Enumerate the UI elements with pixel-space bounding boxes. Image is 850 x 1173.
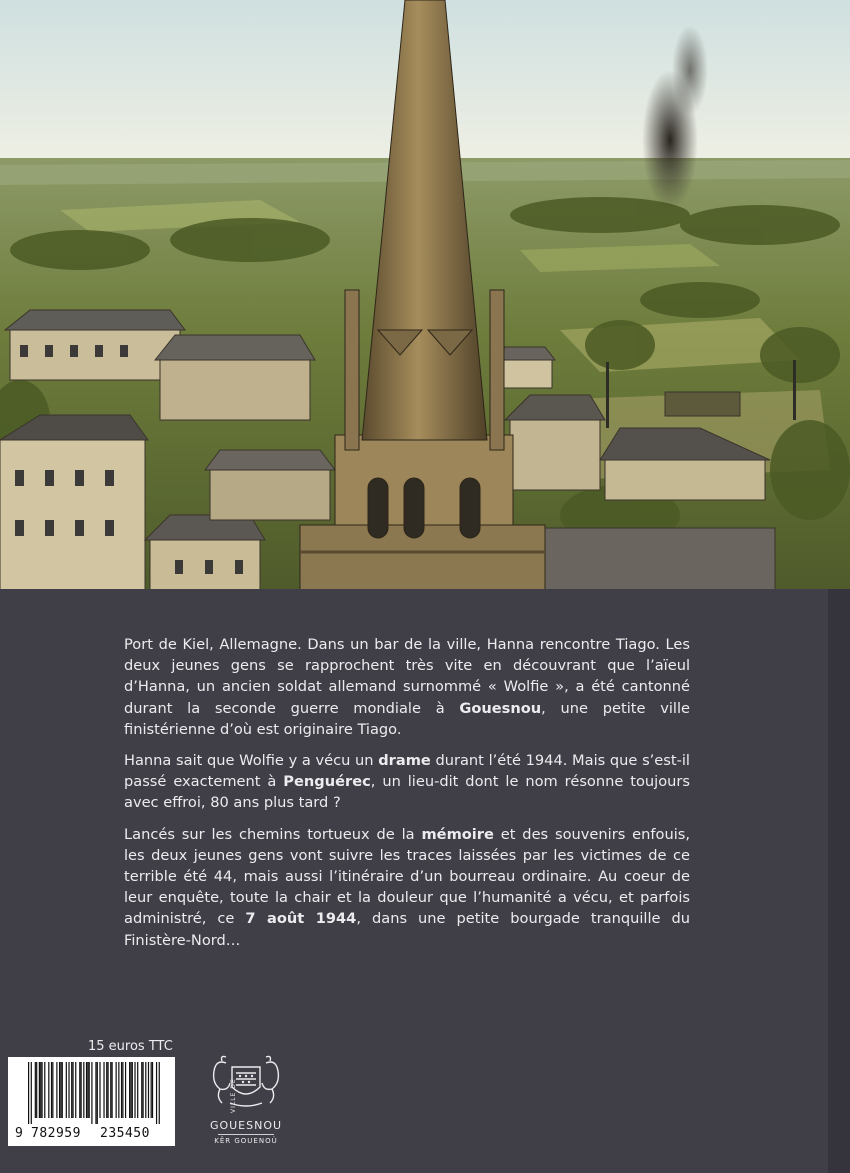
barcode-group-a: 782959 (31, 1126, 81, 1141)
barcode (8, 1057, 175, 1146)
barcode-lead-digit: 9 (15, 1126, 23, 1141)
synopsis (124, 634, 690, 961)
logo-divider (218, 1134, 274, 1135)
price-label: 15 euros TTC (88, 1039, 173, 1054)
barcode-icon (28, 1062, 160, 1124)
barcode-group-b: 235450 (100, 1126, 150, 1141)
town-logo (200, 1053, 292, 1158)
gouesnou-coat-of-arms-icon (206, 1053, 286, 1111)
synopsis-paragraph-3: Lancés sur les chemins tortueux de la mémoire et des souvenirs enfouis, les deux jeunes gens vont suivre les traces laissées par les victimes de ce terrible été 44, mais aussi l’itinéraire d’un bourreau ordinaire. Au coeur de leur enquête, toute la chair et la douleur que l’humanité a vécu, et parfois administré, ce 7 août 1944, dans une petite bourgade tranquille du Finistère-Nord… (124, 825, 690, 949)
logo-town-name: GOUESNOU (209, 1119, 283, 1132)
logo-breton-name: KÊR GOUENOÙ (214, 1137, 278, 1145)
synopsis-paragraph-1: Port de Kiel, Allemagne. Dans un bar de la ville, Hanna rencontre Tiago. Les deux jeunes gens se rapprochent très vite en découvrant que l’aïeul d’Hanna, un ancien soldat allemand surnommé « Wolfie », a été cantonné durant la seconde guerre mondiale à Gouesnou, une petite ville finistérienne d’où est originaire Tiago. (124, 636, 690, 738)
spine-edge (828, 589, 850, 1173)
logo-ville-label: VILLE DE (230, 1078, 237, 1113)
synopsis-paragraph-2: Hanna sait que Wolfie y a vécu un drame durant l’été 1944. Mais que s’est-il passé exactement à Penguérec, un lieu-dit dont le nom résonne toujours avec effroi, 80 ans plus tard ? (124, 752, 690, 812)
